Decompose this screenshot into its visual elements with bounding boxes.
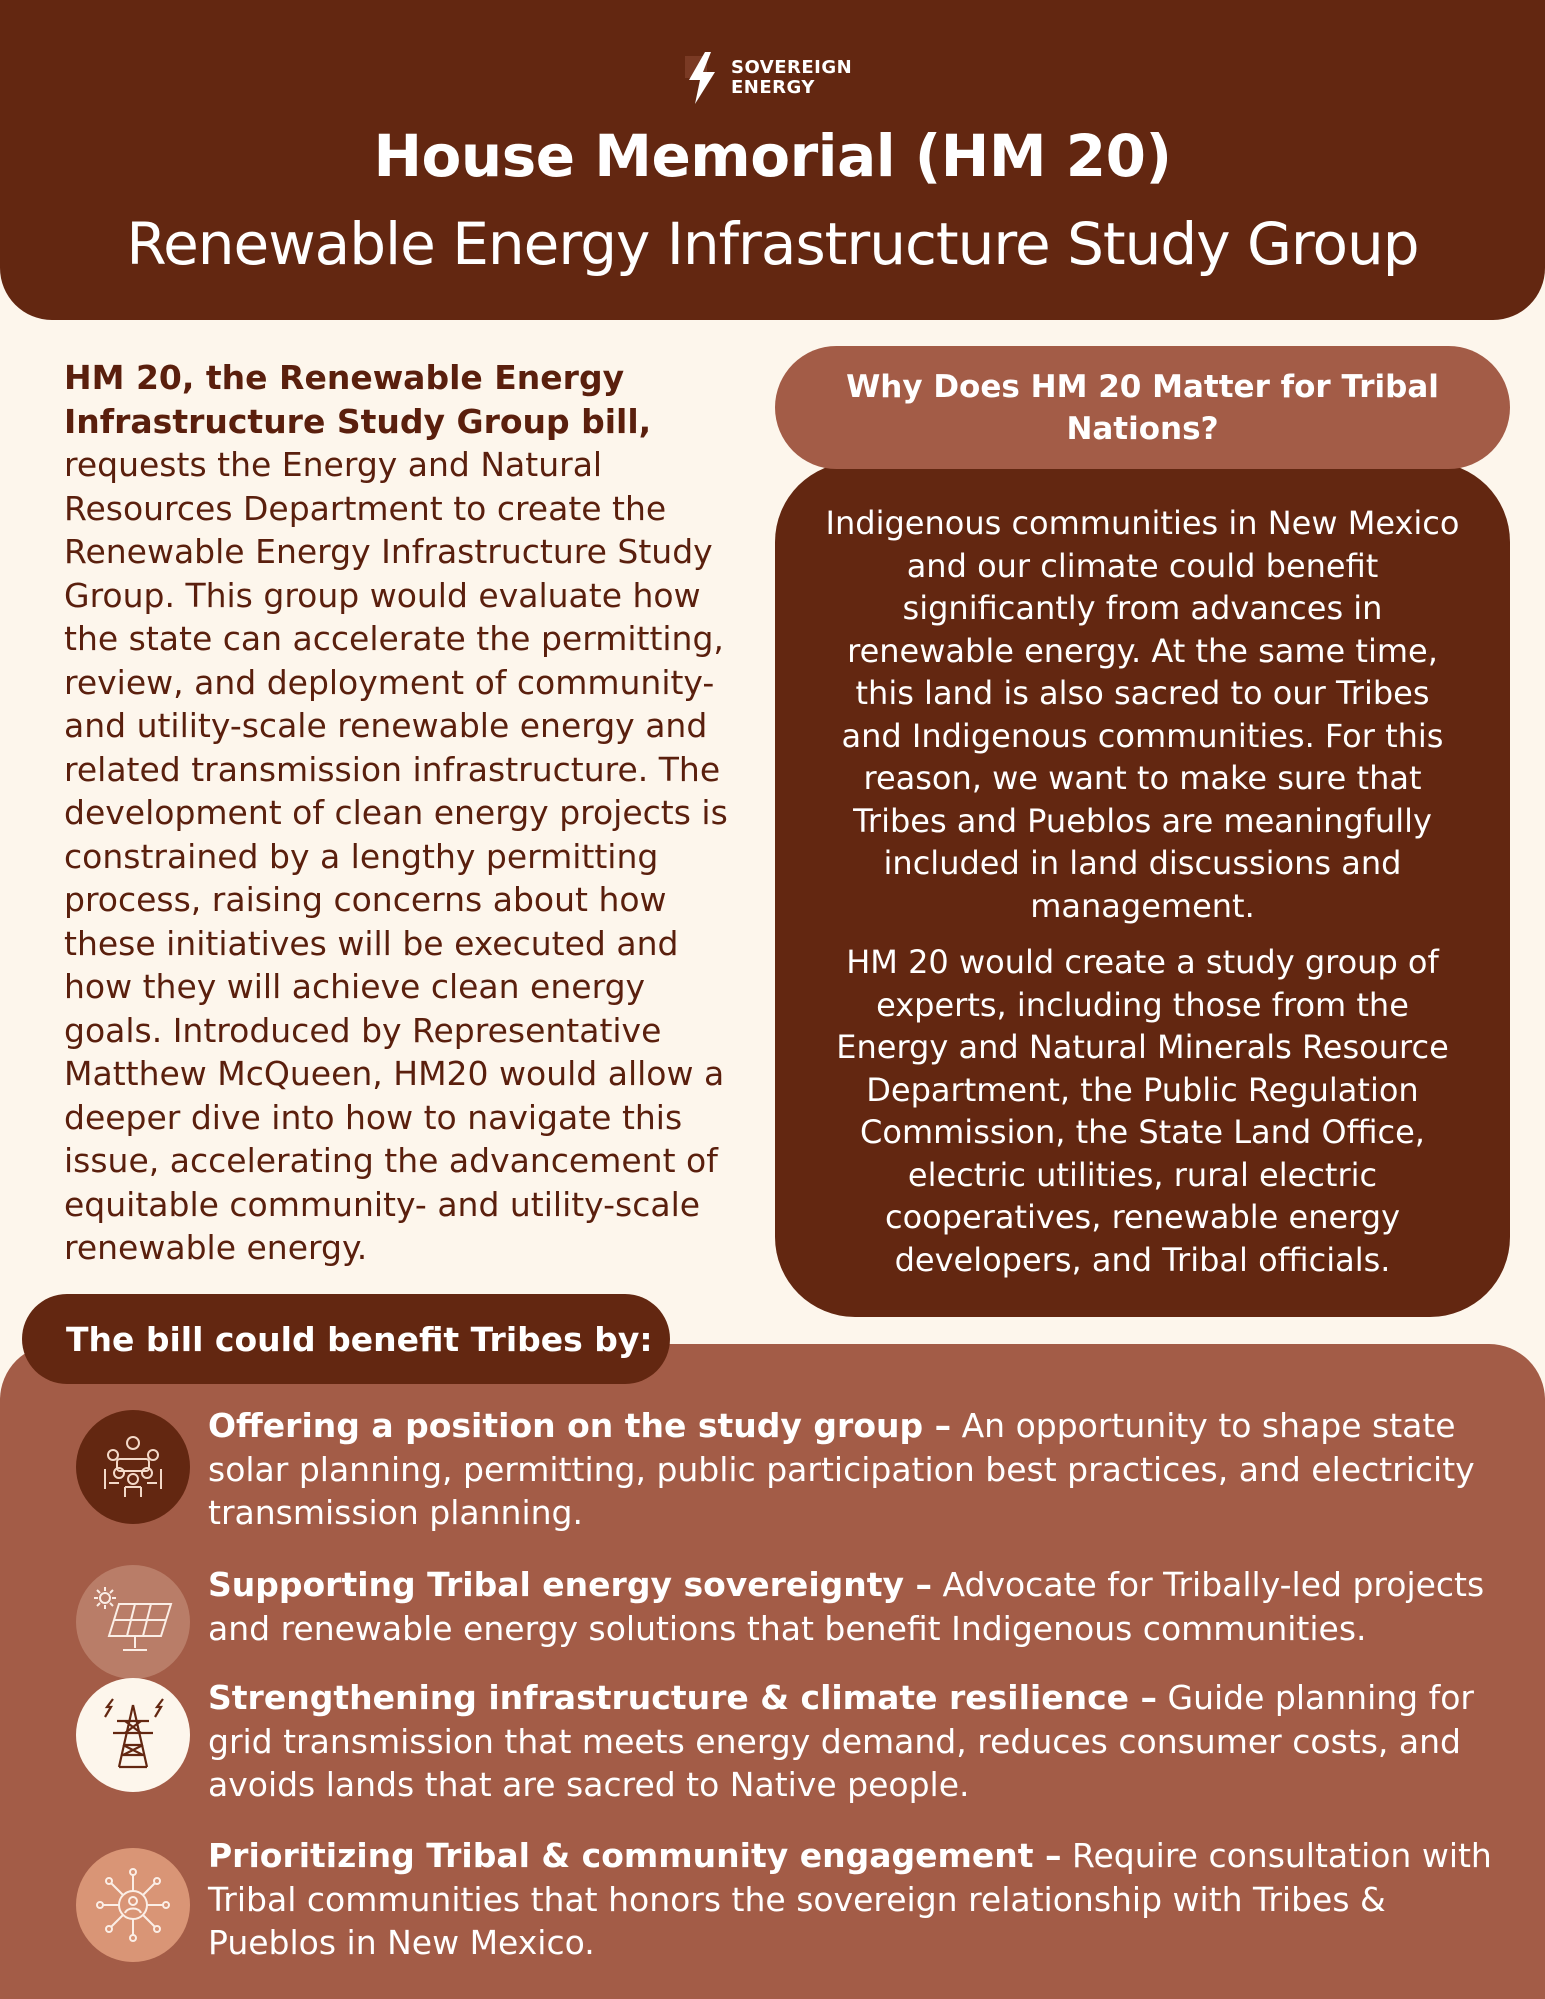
benefit-description: Require consultation with Tribal communities that honors the sovereign relationship with Tribes & Pueblos in New Mexico.: [208, 1836, 1492, 1962]
intro-body: requests the Energy and Natural Resources Department to create the Renewable Energy Infrastructure Study Group. This group would evaluate how the state can accelerate the permitting, review, and deployment of community- and utility-scale renewable energy and related transmission infrastructure. The development of clean energy projects is constrained by a lengthy permitting process, raising concerns about how these initiatives will be executed and how they will achieve clean energy goals. Introduced by Representative Matthew McQueen, HM20 would allow a deeper dive into how to navigate this issue, accelerating the advancement of equitable community- and utility-scale renewable energy.: [64, 445, 728, 1267]
intro-paragraph: [64, 356, 744, 1270]
logo-line-1: SOVEREIGN: [731, 57, 853, 78]
logo-line-2: ENERGY: [731, 77, 815, 98]
transmission-tower-icon: [76, 1678, 190, 1792]
benefit-title: Prioritizing Tribal & community engagement –: [208, 1836, 1062, 1875]
solar-panel-icon: [76, 1565, 190, 1679]
page-title: House Memorial (HM 20): [373, 122, 1172, 190]
benefit-title: Supporting Tribal energy sovereignty –: [208, 1565, 933, 1604]
benefits-heading: The bill could benefit Tribes by:: [22, 1294, 670, 1384]
intro-lead: HM 20, the Renewable Energy Infrastructure Study Group bill,: [64, 358, 652, 441]
benefit-description: An opportunity to shape state solar planning, permitting, public participation best practices, and electricity transmission planning.: [208, 1406, 1475, 1532]
why-heading: Why Does HM 20 Matter for Tribal Nations?: [775, 346, 1510, 469]
community-network-icon: [76, 1848, 190, 1962]
lightning-bolt-icon: [683, 52, 721, 104]
page-subtitle: Renewable Energy Infrastructure Study Group: [126, 210, 1419, 278]
benefit-text: [208, 1834, 1508, 1965]
meeting-table-icon: [76, 1410, 190, 1524]
benefit-text: [208, 1563, 1508, 1650]
why-paragraph-1: Indigenous communities in New Mexico and our climate could benefit significantly from advances in renewable energy. At the same time, this land is also sacred to our Tribes and Indigenous communities. For this reason, we want to make sure that Tribes and Pueblos are meaningfully included in land discussions and management.: [825, 504, 1460, 925]
benefit-text: [208, 1404, 1508, 1535]
why-paragraph-2: HM 20 would create a study group of experts, including those from the Energy and Natural Minerals Resource Department, the Public Regulation Commission, the State Land Office, electric utilities, rural electric cooperatives, renewable energy developers, and Tribal officials.: [836, 943, 1449, 1279]
benefit-description: Advocate for Tribally-led projects and renewable energy solutions that benefit Indigenous communities.: [208, 1565, 1485, 1648]
sovereign-energy-logo: [683, 52, 873, 104]
benefit-text: [208, 1676, 1508, 1807]
why-panel: [775, 462, 1510, 1317]
benefit-description: Guide planning for grid transmission that meets energy demand, reduces consumer costs, and avoids lands that are sacred to Native people.: [208, 1678, 1474, 1804]
benefit-title: Offering a position on the study group –: [208, 1406, 952, 1445]
header-banner: [0, 0, 1545, 320]
benefit-title: Strengthening infrastructure & climate resilience –: [208, 1678, 1158, 1717]
